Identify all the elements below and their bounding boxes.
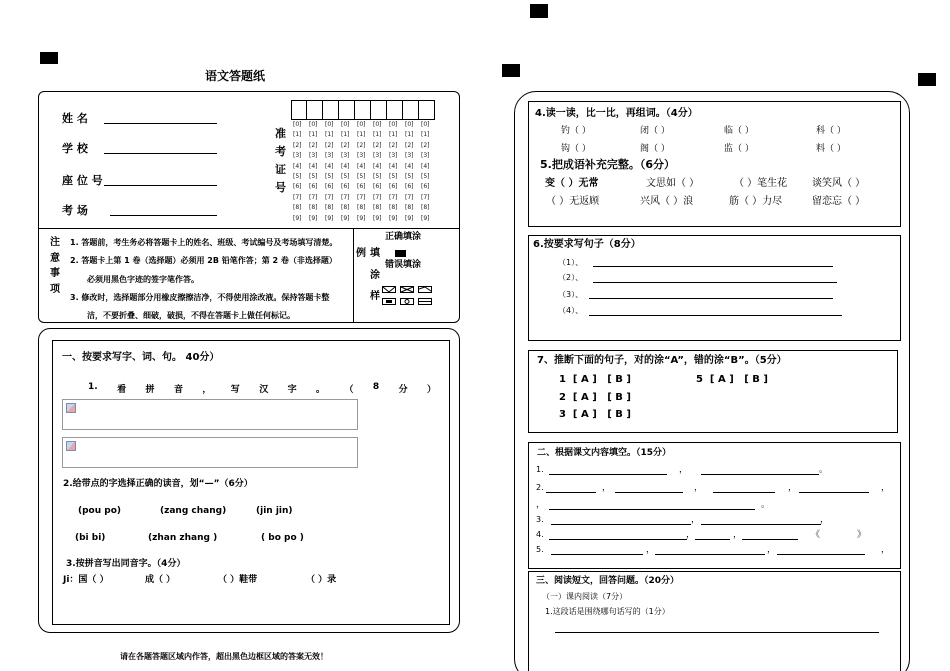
admission-bubble[interactable]: [2] xyxy=(389,141,398,149)
admission-bubble[interactable]: [9] xyxy=(293,214,302,222)
admission-digit-box[interactable] xyxy=(403,100,419,120)
q3-item[interactable]: Ji：国（ ） xyxy=(63,575,109,585)
fill-number: 3. xyxy=(536,515,544,524)
admission-bubble[interactable]: [1] xyxy=(357,131,366,139)
admission-bubble[interactable]: [6] xyxy=(293,183,302,191)
note-item: 必须用黑色字迹的签字笔作答。 xyxy=(87,275,199,284)
admission-bubble[interactable]: [5] xyxy=(373,173,382,180)
admission-bubble[interactable]: [9] xyxy=(341,214,350,222)
fill-mark: ， xyxy=(733,530,743,540)
admission-bubble[interactable]: [4] xyxy=(325,162,334,170)
admission-bubble[interactable]: [9] xyxy=(309,214,318,222)
admission-bubble[interactable]: [0] xyxy=(309,121,318,128)
pinyin-image-placeholder xyxy=(62,437,358,468)
admission-bubble[interactable]: [9] xyxy=(325,214,334,222)
admission-bubble[interactable]: [2] xyxy=(357,141,366,149)
admission-bubble[interactable]: [3] xyxy=(389,152,398,160)
admission-bubble[interactable]: [8] xyxy=(405,204,414,212)
admission-bubble[interactable]: [3] xyxy=(373,152,382,160)
q4-item[interactable]: 料（ ） xyxy=(816,144,846,154)
admission-digit-box[interactable] xyxy=(419,100,435,120)
admission-bubble[interactable]: [1] xyxy=(309,131,318,139)
admission-bubble[interactable]: [9] xyxy=(357,214,366,222)
admission-bubble[interactable]: [5] xyxy=(293,173,302,180)
admission-bubble[interactable]: [4] xyxy=(357,162,366,170)
admission-bubble[interactable]: [1] xyxy=(421,131,430,139)
q1-char: 写 xyxy=(230,385,240,395)
notes-heading-char: 意 xyxy=(50,253,60,264)
fill-mark: 》 xyxy=(857,530,867,540)
admission-bubble[interactable]: [0] xyxy=(373,121,382,128)
admission-bubble[interactable]: [4] xyxy=(373,162,382,170)
admission-bubble[interactable]: [0] xyxy=(421,121,430,128)
q5-item[interactable]: 留恋忘（ ） xyxy=(812,196,866,207)
admission-bubble[interactable]: [0] xyxy=(293,121,302,128)
fill-mark: 。 xyxy=(819,465,829,475)
fill-mark: ， xyxy=(646,545,656,555)
fill-blank[interactable] xyxy=(549,509,755,510)
seat-label: 座 位 号 xyxy=(62,174,103,187)
q6-item-label: （1）、 xyxy=(558,258,584,267)
admission-bubble[interactable]: [2] xyxy=(405,141,414,149)
admission-bubble[interactable]: [3] xyxy=(325,152,334,160)
q1-char: （ xyxy=(344,385,354,395)
admission-bubble[interactable]: [5] xyxy=(325,173,334,180)
q6-answer-line[interactable] xyxy=(593,266,833,267)
admission-label-char: 考 xyxy=(275,145,286,158)
q6-item-label: （4）、 xyxy=(558,306,584,315)
registration-mark xyxy=(40,52,58,64)
admission-bubble[interactable]: [7] xyxy=(357,193,366,201)
q6-answer-line[interactable] xyxy=(589,298,833,299)
fill-blank[interactable] xyxy=(777,554,865,555)
admission-bubble[interactable]: [3] xyxy=(293,152,302,160)
admission-bubble[interactable]: [8] xyxy=(389,204,398,212)
admission-bubble[interactable]: [1] xyxy=(293,131,302,139)
admission-bubble[interactable]: [7] xyxy=(421,193,430,201)
q1-char: 。 xyxy=(316,385,326,395)
admission-bubble[interactable]: [2] xyxy=(293,141,302,149)
q4-item[interactable]: 监（ ） xyxy=(724,144,754,154)
q6-item-label: （2）、 xyxy=(558,273,584,282)
admission-bubble[interactable]: [7] xyxy=(325,193,334,201)
admission-bubble[interactable]: [5] xyxy=(421,173,430,180)
q1-char: 字 xyxy=(287,385,297,395)
notes-heading-char: 项 xyxy=(50,284,60,295)
admission-bubble[interactable]: [1] xyxy=(325,131,334,139)
admission-bubble[interactable]: [6] xyxy=(421,183,430,191)
fill-blank[interactable] xyxy=(549,539,687,540)
admission-label-char: 号 xyxy=(275,181,286,194)
notes-text xyxy=(70,236,352,321)
admission-bubble[interactable]: [7] xyxy=(389,193,398,201)
room-label: 考 场 xyxy=(62,204,88,217)
q6-heading: 6.按要求写句子（8分） xyxy=(533,239,641,250)
admission-bubble[interactable]: [3] xyxy=(309,152,318,160)
broken-image-icon xyxy=(66,403,76,413)
wrong-fill-samples xyxy=(382,285,434,307)
q4-item[interactable]: 科（ ） xyxy=(816,126,846,136)
admission-bubble[interactable]: [0] xyxy=(341,121,350,128)
q3-heading: 3.按拼音写出同音字。（4分） xyxy=(66,559,186,569)
registration-mark xyxy=(502,64,520,77)
admission-digit-box[interactable] xyxy=(371,100,387,120)
admission-bubble[interactable]: [5] xyxy=(405,173,414,180)
fill-number: 4. xyxy=(536,530,544,539)
admission-bubble[interactable]: [6] xyxy=(341,183,350,191)
q4-heading: 4.读一读，比一比，再组词。（4分） xyxy=(535,108,698,119)
example-label-char: 样 xyxy=(370,291,380,302)
q5-item[interactable]: 变（ ）无常 xyxy=(545,178,599,189)
fill-mark: ， xyxy=(691,515,701,525)
note-item: 1. 答题前，考生务必将答题卡上的姓名、班级、考试编号及考场填写清楚。 xyxy=(70,238,338,247)
admission-bubble[interactable]: [2] xyxy=(325,141,334,149)
q1-char: 8 xyxy=(372,382,380,392)
admission-bubble[interactable]: [9] xyxy=(405,214,414,222)
fill-blank[interactable] xyxy=(551,524,691,525)
school-label: 学 校 xyxy=(62,142,88,155)
fill-mark: 《 xyxy=(811,530,821,540)
q4-item[interactable]: 钩（ ） xyxy=(561,144,591,154)
room-field[interactable] xyxy=(110,215,217,216)
q5-item[interactable]: 兴风（ ）浪 xyxy=(640,196,694,207)
admission-bubble[interactable]: [0] xyxy=(325,121,334,128)
notes-heading-char: 注 xyxy=(50,237,60,248)
fill-blank[interactable] xyxy=(701,474,819,475)
section3-answer-line[interactable] xyxy=(555,632,879,633)
q2-option[interactable]: (pou po) xyxy=(78,506,122,516)
admission-digit-box[interactable] xyxy=(339,100,355,120)
q1-char: 音 xyxy=(173,385,183,395)
q4-item[interactable]: 钓（ ） xyxy=(561,126,591,136)
admission-grid[interactable] xyxy=(291,100,435,224)
fill-blank[interactable] xyxy=(546,492,596,493)
q6-answer-line[interactable] xyxy=(593,282,837,283)
name-field[interactable] xyxy=(104,123,217,124)
q7-heading: 7、推断下面的句子，对的涂“A”，错的涂“B”。（5分） xyxy=(537,355,787,366)
q7-answer[interactable]: 3 [ A ] [ B ] xyxy=(559,409,631,420)
q6-answer-line[interactable] xyxy=(589,315,842,316)
q2-heading: 2.给带点的字选择正确的读音，划“—”（6分） xyxy=(63,479,253,489)
admission-bubble[interactable]: [4] xyxy=(421,162,430,170)
admission-bubble[interactable]: [1] xyxy=(373,131,382,139)
q5-item[interactable]: 谈笑风（ ） xyxy=(812,178,866,189)
admission-bubble[interactable]: [8] xyxy=(373,204,382,212)
admission-bubble[interactable]: [5] xyxy=(357,173,366,180)
fill-mark: ， xyxy=(820,515,830,525)
admission-bubble[interactable]: [8] xyxy=(293,204,302,212)
fill-number: 5. xyxy=(536,545,544,554)
q5-heading: 5.把成语补充完整。（6分） xyxy=(540,158,675,171)
q1-char: 汉 xyxy=(259,385,269,395)
fill-blank[interactable] xyxy=(551,554,643,555)
admission-digit-box[interactable] xyxy=(323,100,339,120)
admission-bubble[interactable]: [1] xyxy=(341,131,350,139)
admission-bubble[interactable]: [7] xyxy=(309,193,318,201)
admission-bubble[interactable]: [5] xyxy=(389,173,398,180)
fill-blank[interactable] xyxy=(549,474,667,475)
admission-bubble[interactable]: [2] xyxy=(309,141,318,149)
fill-blank[interactable] xyxy=(742,539,798,540)
pinyin-image-placeholder xyxy=(62,399,358,430)
fill-mark: ， xyxy=(679,465,689,475)
q5-item[interactable]: 筋（ ）力尽 xyxy=(729,196,783,207)
q5-item[interactable]: （ ）无返顾 xyxy=(546,196,600,207)
admission-bubble[interactable]: [0] xyxy=(405,121,414,128)
q1-char: ， xyxy=(202,385,212,395)
admission-bubble[interactable]: [4] xyxy=(405,162,414,170)
broken-image-icon xyxy=(66,441,76,451)
fill-mark: ， xyxy=(788,483,798,493)
example-correct-label: 正确填涂 xyxy=(385,232,422,242)
note-item: 洁，不要折叠、细破，破损，不得在答题卡上做任何标记。 xyxy=(87,311,295,320)
admission-bubble[interactable]: [2] xyxy=(341,141,350,149)
q2-option[interactable]: (zang chang) xyxy=(160,506,227,516)
admission-bubble[interactable]: [7] xyxy=(373,193,382,201)
q1-char: 看 xyxy=(117,385,127,395)
q1-char: 1. xyxy=(88,382,98,392)
q1-char: 分 xyxy=(398,385,408,395)
sheet-title: 语文答题纸 xyxy=(205,69,266,83)
fill-mark: ， xyxy=(881,483,891,493)
section1-heading: 一、按要求写字、词、句。 40分） xyxy=(62,352,220,363)
admission-bubble[interactable]: [9] xyxy=(373,214,382,222)
fill-blank[interactable] xyxy=(655,554,765,555)
q1-char: 拼 xyxy=(145,385,155,395)
admission-bubble[interactable]: [7] xyxy=(341,193,350,201)
q7-box xyxy=(528,350,898,433)
admission-bubble[interactable]: [6] xyxy=(357,183,366,191)
admission-bubble[interactable]: [7] xyxy=(293,193,302,201)
fill-blank[interactable] xyxy=(799,492,869,493)
q2-option[interactable]: (bi bi) xyxy=(75,533,106,543)
admission-bubble[interactable]: [0] xyxy=(357,121,366,128)
fill-blank[interactable] xyxy=(615,492,683,493)
admission-bubble[interactable]: [9] xyxy=(421,214,430,222)
admission-label-char: 准 xyxy=(275,127,286,140)
note-item: 3. 修改时，选择题部分用橡皮擦擦洁净，不得使用涂改液。保持答题卡整 xyxy=(70,293,330,302)
q5-item[interactable]: （ ）笔生花 xyxy=(734,178,788,189)
admission-digit-box[interactable] xyxy=(355,100,371,120)
admission-bubble[interactable]: [2] xyxy=(421,141,430,149)
registration-mark xyxy=(530,4,548,18)
fill-mark: ， xyxy=(694,483,704,493)
q2-option[interactable]: (jin jin) xyxy=(256,506,293,516)
admission-bubble[interactable]: [9] xyxy=(389,214,398,222)
q7-answer[interactable]: 2 [ A ] [ B ] xyxy=(559,392,631,403)
admission-bubble[interactable]: [3] xyxy=(357,152,366,160)
fill-mark: ， xyxy=(881,545,891,555)
note-item: 2. 答题卡上第 1 卷（选择题）必须用 2B 铅笔作答；第 2 卷（非选择题） xyxy=(70,256,337,265)
admission-bubble[interactable]: [8] xyxy=(325,204,334,212)
fill-mark: ， xyxy=(686,530,696,540)
q4-item[interactable]: 阁（ ） xyxy=(640,144,670,154)
admission-bubble[interactable]: [6] xyxy=(325,183,334,191)
admission-bubble[interactable]: [1] xyxy=(405,131,414,139)
seat-field[interactable] xyxy=(104,185,217,186)
correct-fill-sample xyxy=(395,250,406,257)
fill-number: 2. xyxy=(536,483,544,492)
school-field[interactable] xyxy=(104,153,217,154)
registration-mark xyxy=(918,73,936,86)
example-label-char: 例 xyxy=(356,248,366,259)
q2-option[interactable]: ( bo po ) xyxy=(261,533,304,543)
admission-bubble[interactable]: [4] xyxy=(309,162,318,170)
fill-mark: ， xyxy=(602,483,612,493)
q7-answer[interactable]: 1 [ A ] [ B ] xyxy=(559,374,631,385)
q3-item[interactable]: 成（ ） xyxy=(145,575,176,585)
admission-bubble[interactable]: [3] xyxy=(341,152,350,160)
admission-bubble[interactable]: [3] xyxy=(421,152,430,160)
admission-digit-box[interactable] xyxy=(387,100,403,120)
admission-bubble[interactable]: [8] xyxy=(309,204,318,212)
q1-title xyxy=(88,382,436,394)
section3-box xyxy=(528,571,901,671)
admission-bubble[interactable]: [4] xyxy=(293,162,302,170)
admission-bubble[interactable]: [0] xyxy=(389,121,398,128)
q7-answer[interactable]: 5 [ A ] [ B ] xyxy=(696,374,768,385)
notes-heading-char: 事 xyxy=(50,268,60,279)
q3-item[interactable]: （ ）录 xyxy=(306,575,337,585)
name-label: 姓 名 xyxy=(62,112,88,125)
fill-blank[interactable] xyxy=(713,492,775,493)
q4-item[interactable]: 临（ ） xyxy=(724,126,754,136)
admission-bubble[interactable]: [8] xyxy=(421,204,430,212)
example-label-char: 填 xyxy=(370,248,380,259)
admission-bubble[interactable]: [2] xyxy=(373,141,382,149)
admission-bubble[interactable]: [8] xyxy=(357,204,366,212)
fill-blank[interactable] xyxy=(701,524,821,525)
q1-char: ） xyxy=(426,385,436,395)
admission-digit-box[interactable] xyxy=(307,100,323,120)
q4-item[interactable]: 闭（ ） xyxy=(640,126,670,136)
q6-item-label: （3）、 xyxy=(558,290,584,299)
fill-mark: ， xyxy=(767,545,777,555)
fill-number: 1. xyxy=(536,465,544,474)
section2-box xyxy=(528,442,901,569)
admission-bubble[interactable]: [6] xyxy=(373,183,382,191)
example-label-char: 涂 xyxy=(370,270,380,281)
section3-q1: 1.这段话是围绕哪句话写的（1分） xyxy=(545,607,670,616)
admission-bubble[interactable]: [5] xyxy=(341,173,350,180)
section3-sub: （一）课内阅读（7分） xyxy=(542,592,628,601)
example-wrong-label: 错误填涂 xyxy=(385,260,422,270)
q3-item[interactable]: （ ）鞋带 xyxy=(218,575,258,585)
admission-bubble[interactable]: [6] xyxy=(405,183,414,191)
section2-heading: 二、根据课文内容填空。（15分） xyxy=(537,448,672,458)
admission-bubble[interactable]: [3] xyxy=(405,152,414,160)
fill-mark: ， xyxy=(536,500,546,510)
admission-bubble[interactable]: [6] xyxy=(389,183,398,191)
fill-blank[interactable] xyxy=(695,539,730,540)
footer-note: 请在各题答题区域内作答，超出黑色边框区域的答案无效！ xyxy=(120,652,328,661)
section3-heading: 三、阅读短文，回答问题。（20分） xyxy=(536,576,680,586)
admission-bubble[interactable]: [8] xyxy=(341,204,350,212)
q6-box xyxy=(528,235,901,341)
admission-bubble[interactable]: [4] xyxy=(389,162,398,170)
q2-option[interactable]: (zhan zhang ) xyxy=(148,533,218,543)
fill-mark: 。 xyxy=(761,500,771,510)
admission-bubble[interactable]: [5] xyxy=(309,173,318,180)
q5-item[interactable]: 文思如（ ） xyxy=(646,178,700,189)
admission-bubble[interactable]: [1] xyxy=(389,131,398,139)
admission-bubble[interactable]: [4] xyxy=(341,162,350,170)
admission-digit-box[interactable] xyxy=(291,100,307,120)
admission-bubble[interactable]: [7] xyxy=(405,193,414,201)
admission-bubble[interactable]: [6] xyxy=(309,183,318,191)
admission-label-char: 证 xyxy=(275,163,286,176)
